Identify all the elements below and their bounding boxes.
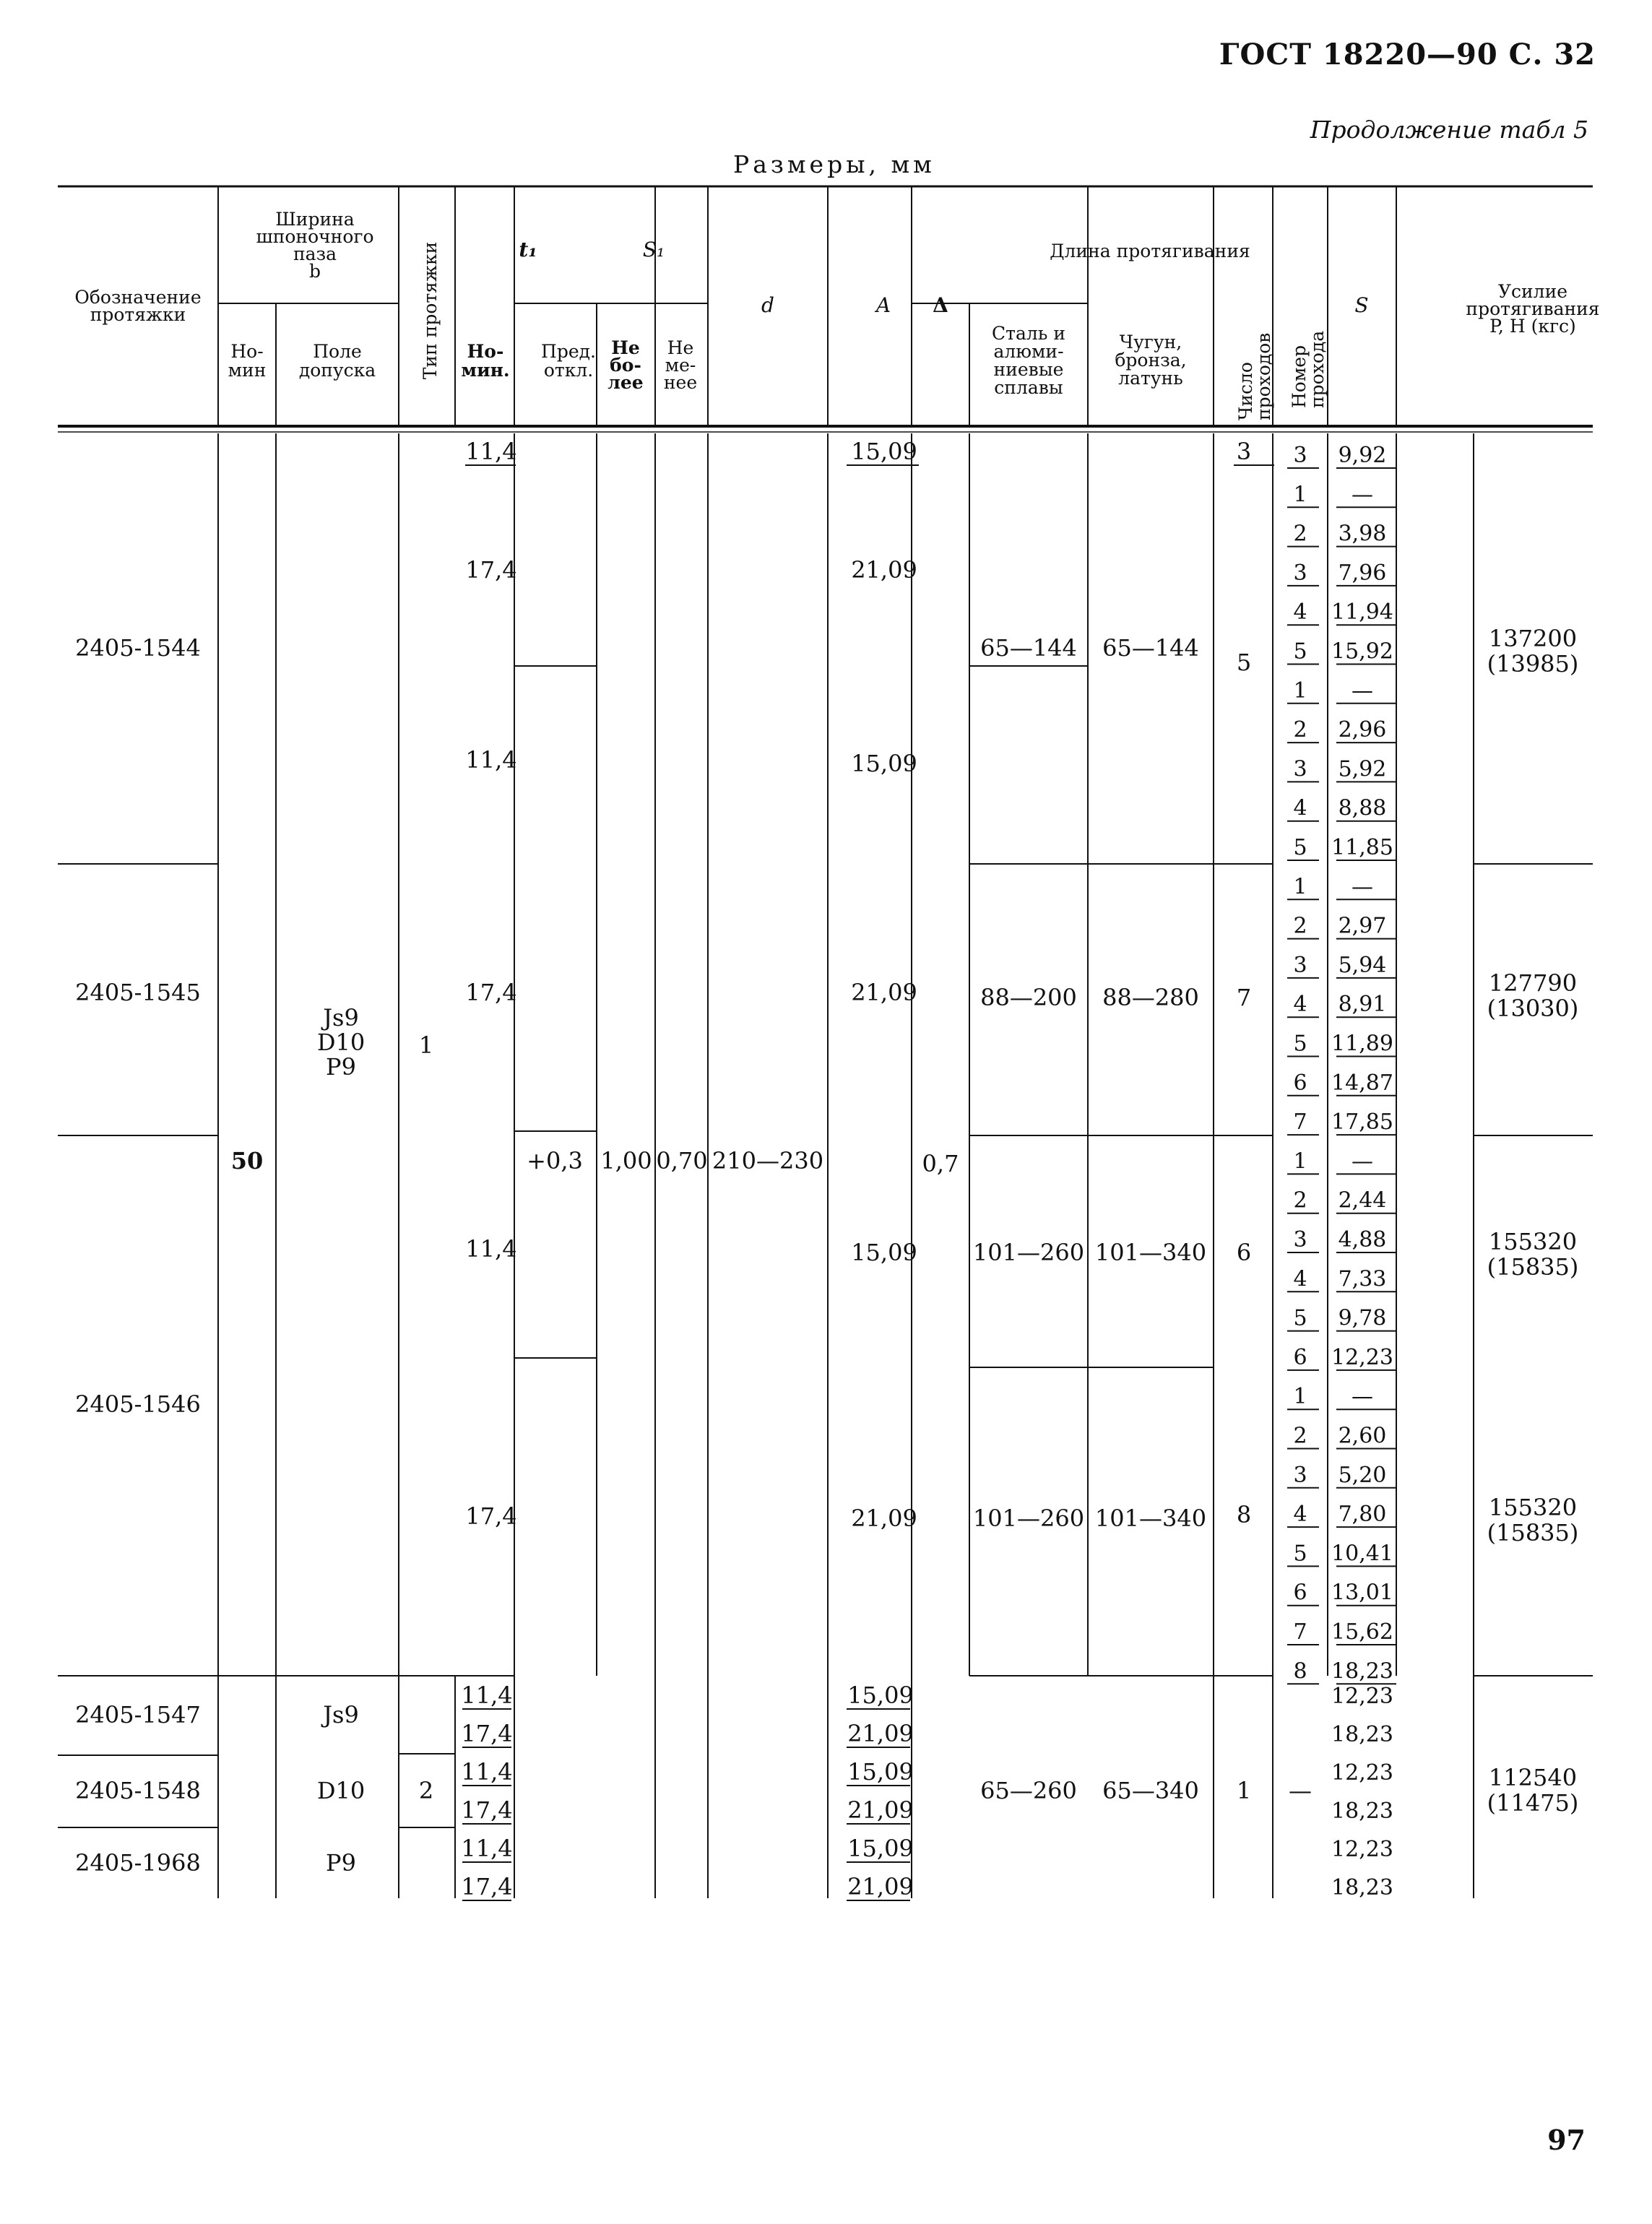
s-value-cell: —	[1352, 678, 1373, 704]
s-value-cell: —	[1352, 1148, 1373, 1174]
s-value-cell: 12,23	[1331, 1684, 1393, 1709]
steel-length-cell: 65—260	[980, 1777, 1077, 1804]
s-value-cell: —	[1352, 1384, 1373, 1410]
passes-count-cell: 8	[1236, 1501, 1252, 1528]
designation-cell: 2405-1968	[75, 1849, 201, 1877]
delta-cell: 0,7	[922, 1150, 959, 1177]
s-value-cell: 13,01	[1331, 1580, 1393, 1606]
column-header: латунь	[1118, 368, 1183, 389]
pass-number-cell: 3	[1293, 560, 1307, 586]
column-header: t₁	[519, 238, 537, 261]
force-cell: 127790	[1488, 969, 1578, 997]
steel-length-cell: 88—200	[980, 984, 1077, 1011]
passes-count-cell: 7	[1236, 984, 1252, 1011]
force-kgs-cell: (13030)	[1487, 995, 1579, 1022]
a-cell: 15,09	[847, 1835, 914, 1862]
column-header: мин.	[461, 360, 510, 381]
a-cell: 21,09	[851, 979, 917, 1006]
passes-count-cell: 5	[1236, 649, 1252, 676]
page-number: 97	[1547, 2124, 1586, 2156]
column-header: Тип протяжки	[420, 241, 441, 380]
tolerance-cell: D10	[316, 1777, 366, 1804]
d-cell: 210—230	[712, 1147, 824, 1174]
column-header: протяжки	[90, 304, 186, 325]
column-header: прохода	[1307, 330, 1328, 408]
pass-number-cell: 5	[1293, 1305, 1307, 1331]
column-header: Чугун,	[1119, 332, 1182, 352]
designation-cell: 2405-1545	[75, 979, 201, 1006]
s-value-cell: 8,88	[1338, 795, 1387, 821]
a-cell: 15,09	[851, 750, 917, 777]
force-kgs-cell: (13985)	[1487, 650, 1579, 678]
pass-number-cell: 2	[1293, 913, 1307, 939]
column-header: P, Н (кгс)	[1489, 316, 1576, 337]
pass-number-cell: 6	[1293, 1344, 1307, 1370]
t1-cell: 11,4	[465, 1235, 517, 1263]
column-header: бронза,	[1115, 350, 1187, 371]
document-header: ГОСТ 18220—90 С. 32	[1219, 38, 1596, 72]
s-value-cell: 17,85	[1331, 1109, 1393, 1135]
column-header: Δ	[933, 293, 948, 317]
t1-deviation-cell: +0,3	[527, 1147, 583, 1174]
s1-min-cell: 0,70	[656, 1147, 708, 1174]
t1-cell: 17,4	[461, 1873, 513, 1900]
pass-number-cell: 5	[1293, 639, 1307, 665]
column-header: Число	[1235, 362, 1256, 420]
pass-number-cell: 5	[1293, 1031, 1307, 1057]
force-kgs-cell: (15835)	[1487, 1253, 1579, 1281]
pass-number-cell: 2	[1293, 1423, 1307, 1449]
column-header: лее	[607, 372, 644, 393]
units-caption: Размеры, мм	[733, 150, 935, 178]
pass-number-cell: 6	[1293, 1580, 1307, 1606]
pass-number-cell: 4	[1293, 795, 1307, 821]
t1-cell: 11,4	[461, 1682, 513, 1709]
table-continuation-note: Продолжение табл 5	[1310, 116, 1588, 144]
column-header: Но-	[467, 341, 504, 362]
designation-cell: 2405-1548	[75, 1777, 201, 1804]
column-header: d	[761, 293, 774, 317]
pass-number-cell: 8	[1293, 1658, 1307, 1684]
pass-number-cell: 2	[1293, 1187, 1307, 1213]
tolerance-cell: D10	[316, 1029, 366, 1056]
broach-type-cell: 1	[418, 1031, 434, 1059]
column-header: S₁	[642, 238, 665, 261]
iron-length-cell: 88—280	[1102, 984, 1199, 1011]
s-value-cell: 11,89	[1331, 1031, 1393, 1057]
column-header: откл.	[543, 360, 594, 381]
column-header: Усилие	[1497, 281, 1568, 302]
pass-number-cell: 6	[1293, 1070, 1307, 1096]
a-cell: 21,09	[851, 1505, 917, 1532]
pass-number-cell: 4	[1293, 600, 1307, 626]
force-cell: 137200	[1488, 625, 1578, 652]
s-value-cell: 7,96	[1338, 560, 1387, 586]
a-cell: 21,09	[847, 1796, 914, 1824]
column-header: Пред.	[541, 341, 596, 362]
s-value-cell: 9,78	[1338, 1305, 1387, 1331]
column-header: допуска	[298, 360, 376, 381]
t1-cell: 17,4	[465, 1502, 517, 1530]
a-cell: 15,09	[847, 1682, 914, 1709]
designation-cell: 2405-1544	[75, 634, 201, 662]
steel-length-cell: 65—144	[980, 634, 1077, 662]
column-header: Обозначение	[74, 287, 202, 308]
s-value-cell: —	[1352, 874, 1373, 900]
column-header: Но-	[230, 341, 264, 362]
s-value-cell: 12,23	[1331, 1344, 1393, 1370]
pass-number-cell: 1	[1293, 482, 1307, 508]
pass-number-cell: 1	[1293, 678, 1307, 704]
force-kgs-cell: (15835)	[1487, 1519, 1579, 1546]
tolerance-cell: Js9	[323, 1701, 359, 1728]
s-value-cell: 10,41	[1331, 1541, 1393, 1567]
pass-number-cell: 1	[1293, 1384, 1307, 1410]
a-cell: 15,09	[847, 1758, 914, 1786]
column-header: ме-	[665, 355, 696, 376]
pass-number-cell: —	[1289, 1777, 1312, 1804]
pass-number-cell: 3	[1293, 756, 1307, 782]
passes-count-cell: 1	[1236, 1777, 1252, 1804]
s-value-cell: 14,87	[1331, 1070, 1393, 1096]
a-cell: 21,09	[847, 1873, 914, 1900]
column-header: протягивания	[1466, 298, 1600, 319]
t1-cell: 11,4	[461, 1758, 513, 1786]
column-header: S	[1354, 293, 1369, 317]
column-header: бо-	[610, 355, 641, 376]
column-header: ниевые	[993, 359, 1064, 380]
t1-cell: 17,4	[465, 979, 517, 1006]
a-cell: 15,09	[851, 438, 917, 465]
s1-max-cell: 1,00	[600, 1147, 652, 1174]
column-header: паза	[293, 243, 337, 264]
a-cell: 21,09	[851, 556, 917, 584]
steel-length-cell: 101—260	[972, 1505, 1085, 1532]
iron-length-cell: 101—340	[1094, 1505, 1207, 1532]
pass-number-cell: 3	[1293, 952, 1307, 978]
column-header: сплавы	[994, 377, 1063, 398]
pass-number-cell: 3	[1293, 443, 1307, 468]
iron-length-cell: 101—340	[1094, 1239, 1207, 1266]
s-value-cell: 18,23	[1331, 1658, 1393, 1684]
force-cell: 155320	[1488, 1494, 1578, 1521]
s-value-cell: 12,23	[1331, 1760, 1393, 1786]
s-value-cell: 2,44	[1338, 1187, 1387, 1213]
column-header: нее	[663, 372, 698, 393]
column-header: Ширина	[275, 209, 355, 230]
width-nominal-cell: 50	[230, 1147, 264, 1174]
broach-type-cell: 2	[418, 1777, 434, 1804]
pass-number-cell: 4	[1293, 1266, 1307, 1292]
iron-length-cell: 65—340	[1102, 1777, 1199, 1804]
steel-length-cell: 101—260	[972, 1239, 1085, 1266]
pass-number-cell: 7	[1293, 1619, 1307, 1645]
s-value-cell: 3,98	[1338, 521, 1387, 547]
t1-cell: 17,4	[461, 1720, 513, 1747]
pass-number-cell: 5	[1293, 835, 1307, 860]
column-header: Сталь и	[992, 323, 1065, 344]
pass-number-cell: 2	[1293, 521, 1307, 547]
s-value-cell: 8,91	[1338, 992, 1387, 1018]
tolerance-cell: Js9	[323, 1004, 359, 1031]
column-header: Поле	[313, 341, 362, 362]
s-value-cell: 18,23	[1331, 1722, 1393, 1747]
designation-cell: 2405-1546	[75, 1390, 201, 1418]
s-value-cell: 18,23	[1331, 1799, 1393, 1824]
iron-length-cell: 65—144	[1102, 634, 1199, 662]
s-value-cell: 2,97	[1338, 913, 1387, 939]
force-cell: 155320	[1488, 1228, 1578, 1255]
pass-number-cell: 7	[1293, 1109, 1307, 1135]
column-header: Не	[611, 337, 640, 358]
column-header: мин	[228, 360, 267, 381]
column-header: шпоночного	[256, 226, 374, 247]
pass-number-cell: 5	[1293, 1541, 1307, 1567]
pass-number-cell: 3	[1293, 1227, 1307, 1252]
s-value-cell: 5,92	[1338, 756, 1387, 782]
s-value-cell: 12,23	[1331, 1837, 1393, 1862]
column-header: проходов	[1253, 332, 1274, 420]
a-cell: 15,09	[851, 1239, 917, 1266]
column-header: A	[875, 293, 891, 317]
passes-count-cell: 6	[1236, 1239, 1252, 1266]
s-value-cell: 2,60	[1338, 1423, 1387, 1449]
passes-count-cell: 3	[1236, 438, 1252, 465]
s-value-cell: 15,62	[1331, 1619, 1393, 1645]
s-value-cell: 5,94	[1338, 952, 1387, 978]
force-cell: 112540	[1488, 1764, 1578, 1791]
force-kgs-cell: (11475)	[1487, 1789, 1579, 1817]
pass-number-cell: 4	[1293, 1502, 1307, 1528]
t1-cell: 11,4	[465, 438, 517, 465]
column-header: b	[308, 261, 321, 282]
s-value-cell: 7,33	[1338, 1266, 1387, 1292]
s-value-cell: 4,88	[1338, 1227, 1387, 1252]
column-header: Не	[667, 337, 694, 358]
pass-number-cell: 4	[1293, 992, 1307, 1018]
designation-cell: 2405-1547	[75, 1701, 201, 1728]
s-value-cell: —	[1352, 482, 1373, 508]
s-value-cell: 18,23	[1331, 1875, 1393, 1900]
s-value-cell: 11,94	[1331, 600, 1393, 626]
t1-cell: 11,4	[465, 746, 517, 774]
s-value-cell: 15,92	[1331, 639, 1393, 665]
column-header: Длина протягивания	[1050, 241, 1250, 261]
column-header: Номер	[1289, 345, 1310, 408]
pass-number-cell: 1	[1293, 1148, 1307, 1174]
t1-cell: 17,4	[465, 556, 517, 584]
t1-cell: 11,4	[461, 1835, 513, 1862]
pass-number-cell: 1	[1293, 874, 1307, 900]
pass-number-cell: 3	[1293, 1462, 1307, 1488]
s-value-cell: 7,80	[1338, 1502, 1387, 1528]
s-value-cell: 11,85	[1331, 835, 1393, 860]
pass-number-cell: 2	[1293, 717, 1307, 743]
a-cell: 21,09	[847, 1720, 914, 1747]
column-header: алюми-	[993, 341, 1064, 362]
tolerance-cell: P9	[326, 1849, 356, 1877]
tolerance-cell: P9	[326, 1053, 356, 1081]
t1-cell: 17,4	[461, 1796, 513, 1824]
s-value-cell: 5,20	[1338, 1462, 1387, 1488]
s-value-cell: 9,92	[1338, 443, 1387, 468]
s-value-cell: 2,96	[1338, 717, 1387, 743]
